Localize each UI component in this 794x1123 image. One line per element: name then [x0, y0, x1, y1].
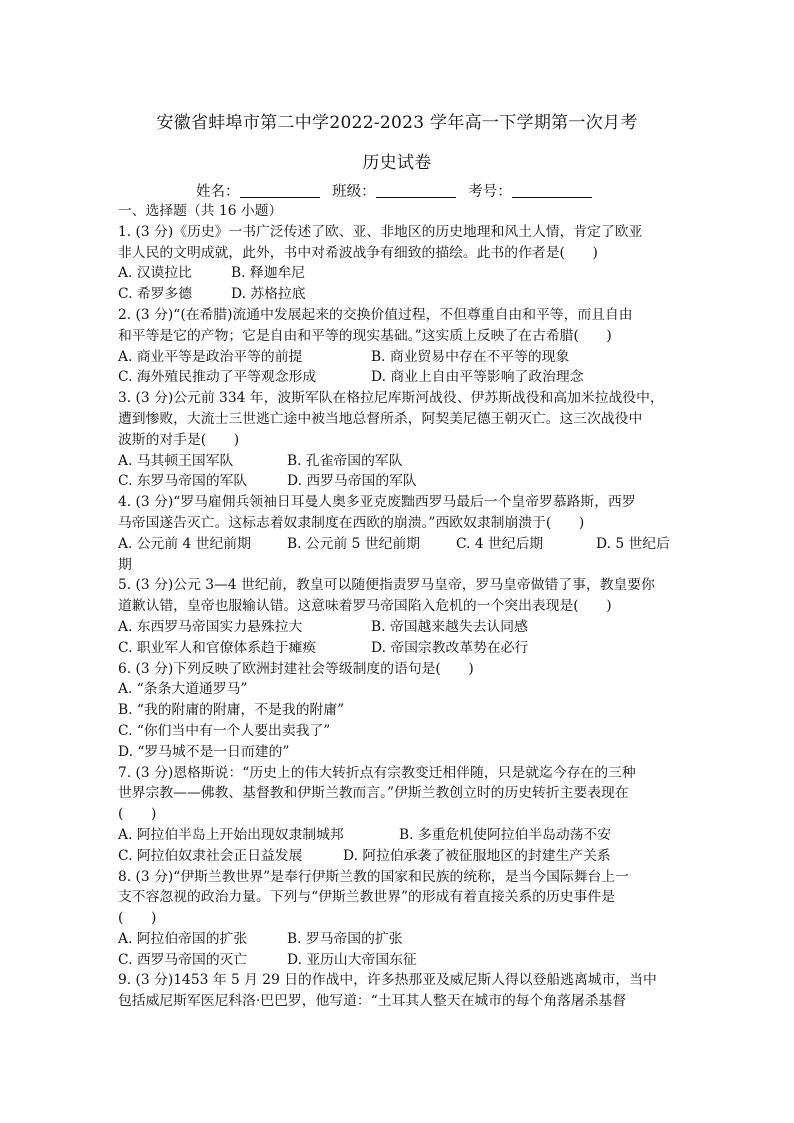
- option-d: D. 西罗马帝国的军队: [287, 473, 417, 490]
- option-d: D. 苏格拉底: [231, 286, 306, 303]
- option-d: D. “罗马城不是一日而建的”: [118, 743, 290, 760]
- option-d: D. 5 世纪后: [596, 535, 670, 552]
- option-a: A. 公元前 4 世纪前期: [118, 535, 251, 552]
- option-a: A. 阿拉伯半岛上开始出现奴隶制城邦: [118, 826, 344, 843]
- option-a: A. “条条大道通罗马”: [118, 681, 248, 698]
- section-title: 一、选择题（共 16 小题）: [118, 203, 283, 219]
- question-7-stem: 7. (3 分)恩格斯说：“历史上的伟大转折点有宗教变迁相伴随，只是就迄今存在的三种: [118, 764, 636, 781]
- question-7-options: [118, 825, 688, 846]
- option-d: D. 帝国宗教改革势在必行: [371, 639, 529, 656]
- question-3-options: [118, 451, 688, 472]
- option-c: C. 阿拉伯奴隶社会正日益发展: [118, 847, 303, 864]
- option-a: A. 马其顿王国军队: [118, 452, 234, 469]
- question-4-stem: 马帝国遂告灭亡。这标志着奴隶制度在西欧的崩溃。”西欧奴隶制崩溃于( ): [118, 514, 585, 531]
- question-8-stem: 8. (3 分)“伊斯兰教世界”是奉行伊斯兰教的国家和民族的统称，是当今国际舞台上一: [118, 868, 629, 885]
- question-3-options: [118, 471, 688, 492]
- option-a: A. 东西罗马帝国实力悬殊拉大: [118, 618, 303, 635]
- question-5-stem: 5. (3 分)公元 3—4 世纪前，教皇可以随便指责罗马皇帝，罗马皇帝做错了事，教皇要你: [118, 577, 655, 594]
- question-1-stem: 1. (3 分)《历史》一书广泛传述了欧、亚、非地区的历史地理和风土人情，肯定了欧亚: [118, 223, 643, 240]
- option-d: D. 阿拉伯承袭了被征服地区的封建生产关系: [343, 847, 611, 864]
- class-label: 班级：: [332, 184, 376, 200]
- name-label: 姓名：: [196, 184, 240, 200]
- option-d-continuation: 期: [118, 556, 132, 573]
- question-8-options: [118, 950, 688, 971]
- exam-no-blank[interactable]: [512, 183, 592, 198]
- question-3-stem: 遭到惨败，大流士三世逃亡途中被当地总督所杀，阿契美尼德王朝灭亡。这三次战役中: [118, 410, 643, 427]
- name-blank[interactable]: [240, 183, 320, 198]
- option-c: C. 西罗马帝国的灭亡: [118, 951, 248, 968]
- option-b: B. 释迦牟尼: [231, 265, 306, 282]
- option-b: B. 多重危机使阿拉伯半岛动荡不安: [399, 826, 612, 843]
- question-1-options: [118, 284, 688, 305]
- question-5-options: [118, 638, 688, 659]
- option-c: C. 希罗多德: [118, 286, 193, 303]
- question-6-stem: 6. (3 分)下列反映了欧洲封建社会等级制度的语句是( ): [118, 660, 474, 677]
- question-2-stem: 2. (3 分)“(在希腊)流通中发展起来的交换价值过程，不但尊重自由和平等，而且自由: [118, 306, 633, 323]
- question-2-options: [118, 347, 688, 368]
- question-8-stem: ( ): [118, 910, 157, 927]
- question-7-options: [118, 846, 688, 867]
- option-c: C. 4 世纪后期: [456, 535, 544, 552]
- option-c: C. 海外殖民推动了平等观念形成: [118, 369, 317, 386]
- option-b: B. 商业贸易中存在不平等的现象: [371, 348, 570, 365]
- question-1-options: [118, 263, 688, 284]
- option-c: C. “你们当中有一个人要出卖我了”: [118, 722, 331, 739]
- option-a: A. 商业平等是政治平等的前提: [118, 348, 303, 365]
- question-2-stem: 和平等是它的产物；它是自由和平等的现实基础。”这实质上反映了在古希腊( ): [118, 327, 612, 344]
- option-d: D. 亚历山大帝国东征: [287, 951, 417, 968]
- question-5-options: [118, 617, 688, 638]
- question-4-options: [118, 534, 688, 555]
- question-1-stem: 非人民的文明成就，此外，书中对希波战争有细致的描绘。此书的作者是( ): [118, 244, 598, 261]
- option-c: C. 东罗马帝国的军队: [118, 473, 248, 490]
- question-7-stem: 世界宗教——佛教、基督教和伊斯兰教而言。”伊斯兰教创立时的历史转折主要表现在: [118, 785, 629, 802]
- option-b: B. 罗马帝国的扩张: [287, 930, 403, 947]
- exam-subtitle: 历史试卷: [362, 153, 432, 173]
- option-a: A. 汉谟拉比: [118, 265, 192, 282]
- option-b: B. 帝国越来越失去认同感: [371, 618, 528, 635]
- option-b: B. 公元前 5 世纪前期: [287, 535, 421, 552]
- question-2-options: [118, 367, 688, 388]
- option-c: C. 职业军人和官僚体系趋于瘫痪: [118, 639, 317, 656]
- question-9-stem: 9. (3 分)1453 年 5 月 29 日的作战中，许多热那亚及威尼斯人得以登船逃离城市，当中: [118, 972, 657, 989]
- student-info-row: [196, 180, 600, 201]
- exam-title: 安徽省蚌埠市第二中学2022-2023 学年高一下学期第一次月考: [156, 113, 638, 133]
- option-b: B. 孔雀帝国的军队: [287, 452, 403, 469]
- question-list: [118, 201, 688, 1012]
- question-3-stem: 波斯的对手是( ): [118, 431, 240, 448]
- option-d: D. 商业上自由平等影响了政治理念: [371, 369, 584, 386]
- question-7-stem: ( ): [118, 806, 157, 823]
- option-b: B. “我的附庸的附庸，不是我的附庸”: [118, 702, 345, 719]
- question-5-stem: 道歉认错，皇帝也服输认错。这意味着罗马帝国陷入危机的一个突出表现是( ): [118, 598, 612, 615]
- option-a: A. 阿拉伯帝国的扩张: [118, 930, 248, 947]
- question-9-stem: 包括威尼斯军医尼科洛·巴巴罗，他写道：“土耳其人整天在城市的每个角落屠杀基督: [118, 993, 627, 1010]
- exam-no-label: 考号：: [468, 184, 512, 200]
- question-3-stem: 3. (3 分)公元前 334 年，波斯军队在格拉尼库斯河战役、伊苏斯战役和高加米拉战役中，: [118, 390, 664, 407]
- question-8-options: [118, 929, 688, 950]
- question-8-stem: 支不容忽视的政治力量。下列与“伊斯兰教世界”的形成有着直接关系的历史事件是: [118, 889, 615, 906]
- question-4-stem: 4. (3 分)“罗马雇佣兵领袖日耳曼人奥多亚克废黜西罗马最后一个皇帝罗慕路斯，西罗: [118, 494, 636, 511]
- class-blank[interactable]: [376, 183, 456, 198]
